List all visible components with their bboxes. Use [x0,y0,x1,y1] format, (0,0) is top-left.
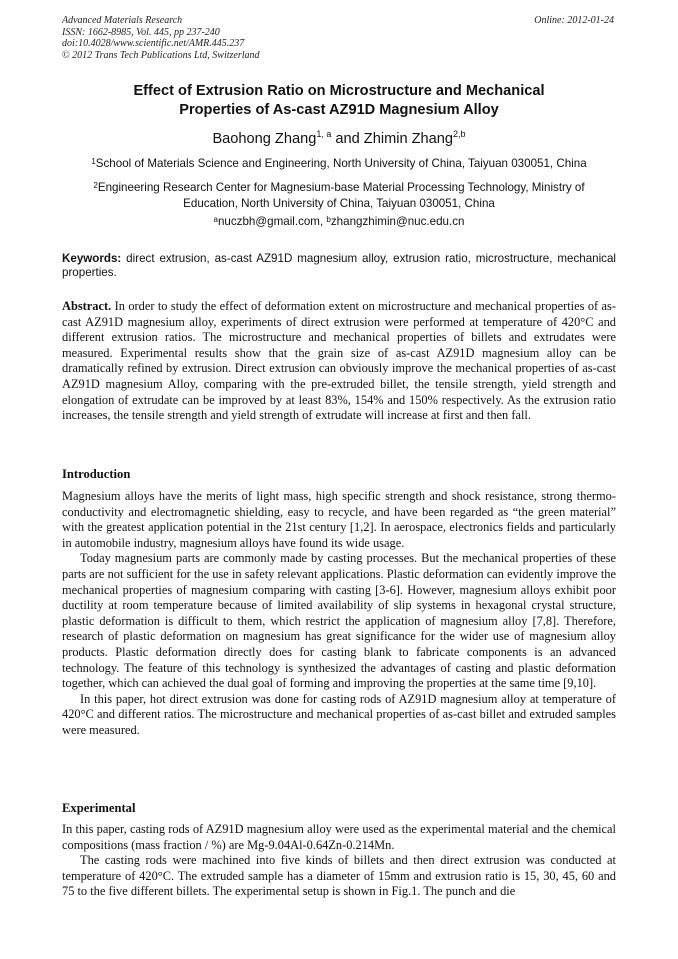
affiliation-2 [62,180,616,211]
title-line-1: Effect of Extrusion Ratio on Microstructure and Mechanical [133,83,545,99]
email-b-marker: b [326,215,331,224]
author-emails [62,214,616,230]
journal-name: Advanced Materials Research [62,15,183,26]
experimental-body [62,822,616,900]
author-2-marker: 2,b [453,129,466,139]
introduction-paragraph-1: Magnesium alloys have the merits of light mass, high specific strength and shock resistance, strong thermo-conductivity and electromagnetic shielding, easy to recycle, and have been regarded as “the green material” with the greatest application potential in the 21st century [1,2]. In aerospace, electronics fields and particularly in automobile industry, magnesium alloys have found its wide usage. [62,489,616,550]
abstract-block [62,299,616,424]
keywords-block [62,252,616,280]
email-a: nuczbh@gmail.com, [217,215,327,228]
author-1: Baohong Zhang [212,131,317,147]
abstract-text: In order to study the effect of deformation extent on microstructure and mechanical properties of as-cast AZ91D magnesium alloy, experiments of direct extrusion were performed at temperature of 420°C and different extrusion ratios. The microstructure and mechanical properties of billets and extrudates were measured. Experimental results show that the grain size of as-cast AZ91D magnesium alloy can be dramatically refined by extrusion. Direct extrusion can obviously improve the mechanical properties of as-cast AZ91D magnesium Alloy, comparing with the pre-extruded billet, the tensile strength, yield strength and elongation of extrudate can be improved by at least 83%, 154% and 150% respectively. As the extrusion ratio increases, the tensile strength and yield strength of extrudate will increase at first and then fall. [62,299,616,423]
issn-line: ISSN: 1662-8985, Vol. 445, pp 237-240 [62,26,220,38]
introduction-paragraph-2: Today magnesium parts are commonly made by casting processes. But the mechanical properties of these parts are not sufficient for the use in safety relevant applications. Plastic deformation can evidently improve the mechanical properties of magnesium comparing with casting [3-6]. However, magnesium alloys exhibit poor ductility at room temperature because of limited availability of slip systems in hexagonal crystal structure, plastic deformation is difficult to them, which restrict the application of magnesium alloy [7,8]. Therefore, research of plastic deformation on magnesium has great significance for the wider use of magnesium alloy products. Plastic deformation directly does for casting blank to fabricate components is an advanced technology. The feature of this technology is synthesized the advantages of casting and plastic deformation together, which can achieved the dual goal of forming and improving the properties at the same time [9,10]. [62,551,616,691]
author-2: Zhimin Zhang [363,131,454,147]
paper-title [62,82,616,120]
affiliation-2-marker: 2 [93,181,98,190]
introduction-paragraph-3: In this paper, hot direct extrusion was done for casting rods of AZ91D magnesium alloy at temperature of 420°C and different ratios. The microstructure and mechanical properties of as-cast billet and extruded samples were measured. [62,691,616,737]
affiliation-2-line-2: Education, North University of China, Taiyuan 030051, China [183,196,495,210]
keywords-label: Keywords: [62,252,122,265]
affiliation-1-marker: 1 [91,157,96,166]
online-date: Online: 2012-01-24 [534,15,614,26]
title-line-2: Properties of As-cast AZ91D Magnesium Alloy [179,102,499,118]
email-a-marker: a [213,215,218,224]
affiliation-1-text: School of Materials Science and Engineering, North University of China, Taiyuan 030051, China [95,157,587,170]
author-1-marker: 1, a [316,129,332,139]
email-b: zhangzhimin@nuc.edu.cn [330,215,465,228]
journal-header [62,15,260,61]
author-separator: and [331,131,364,147]
experimental-paragraph-1: In this paper, casting rods of AZ91D magnesium alloy were used as the experimental material and the chemical compositions (mass fraction / %) are Mg-9.04Al-0.64Zn-0.214Mn. [62,822,616,852]
copyright-line: © 2012 Trans Tech Publications Ltd, Switzerland [62,49,260,61]
introduction-heading: Introduction [62,467,131,481]
introduction-body [62,489,616,739]
experimental-paragraph-2: The casting rods were machined into five kinds of billets and then direct extrusion was conducted at temperature of 420°C. The extruded sample has a diameter of 15mm and extrusion ratio is 15, 30, 45, 60 and 75 to the five different billets. The experimental setup is shown in Fig.1. The punch and die [62,853,616,899]
affiliation-1 [62,156,616,172]
experimental-heading: Experimental [62,801,136,815]
abstract-label: Abstract. [62,299,112,313]
affiliation-2-line-1: Engineering Research Center for Magnesium-base Material Processing Technology, Ministry of [97,181,585,194]
keywords-text: direct extrusion, as-cast AZ91D magnesium alloy, extrusion ratio, microstructure, mechanical properties. [62,252,616,279]
author-list [62,131,616,147]
doi-line: doi:10.4028/www.scientific.net/AMR.445.237 [62,38,245,49]
